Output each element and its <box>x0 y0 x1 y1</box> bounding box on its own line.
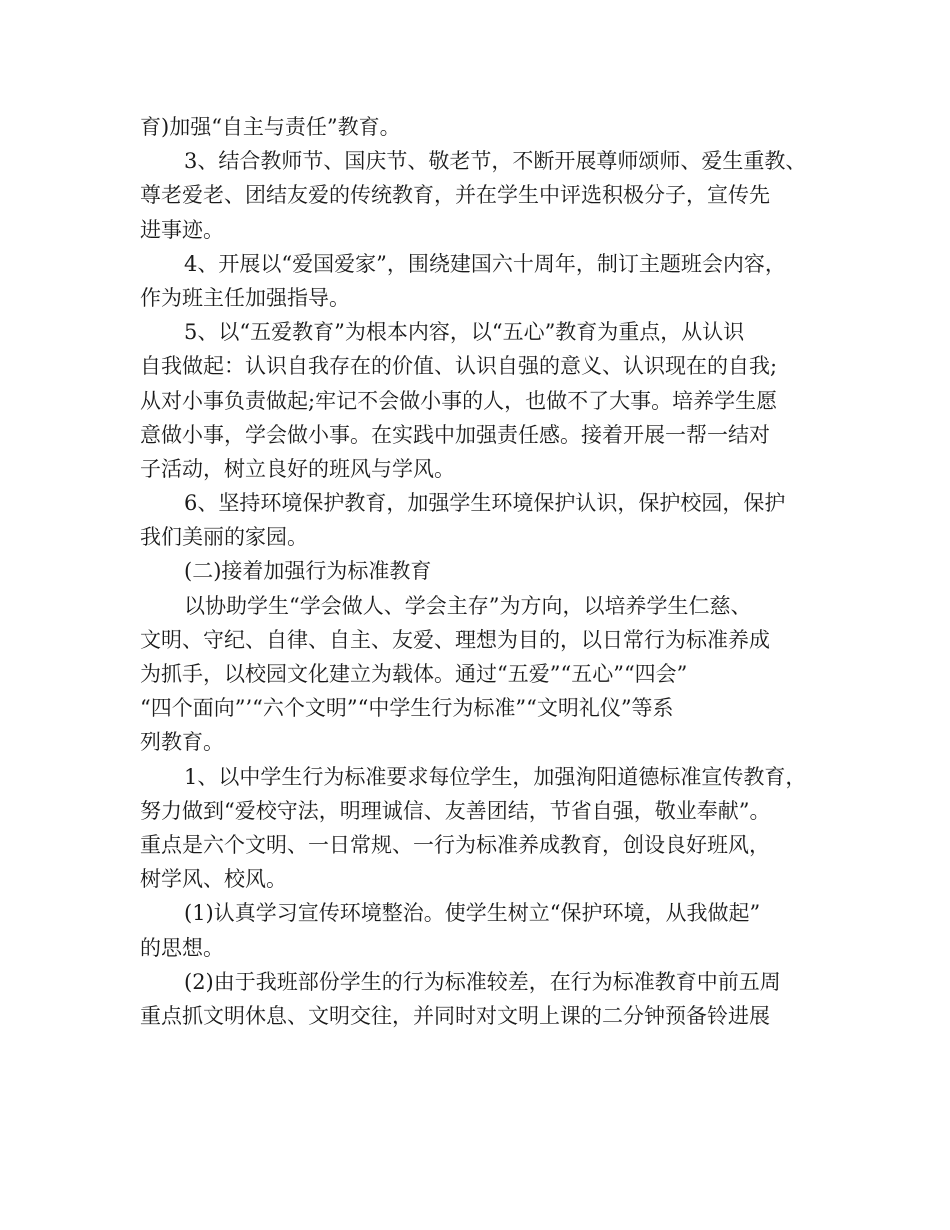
text-line: (2)由于我班部份学生的行为标准较差，在行为标准教育中前五周 <box>184 969 781 994</box>
text-line: 意做小事，学会做小事。在实践中加强责任感。接着开展一帮一结对 <box>140 422 770 447</box>
text-line: (1)认真学习宣传环境整治。使学生树立“保护环境，从我做起” <box>184 901 761 926</box>
text-line: 5、以“五爱教育”为根本内容，以“五心”教育为重点，从认识 <box>184 320 745 345</box>
text-line: 尊老爱老、团结友爱的传统教育，并在学生中评选积极分子，宣传先 <box>140 183 770 208</box>
text-line: 6、坚持环境保护教育，加强学生环境保护认识，保护校园，保护 <box>184 491 786 516</box>
text-line: 为抓手，以校园文化建立为载体。通过“五爱”“五心”“四会” <box>140 662 688 686</box>
text-line: 4、开展以“爱国爱家”，围绕建国六十周年，制订主题班会内容， <box>184 251 786 276</box>
text-line: 子活动，树立良好的班风与学风。 <box>140 456 455 481</box>
text-line: 育)加强“自主与责任”教育。 <box>140 115 401 139</box>
text-line: 1、以中学生行为标准要求每位学生，加强洵阳道德标准宣传教育， <box>184 764 807 789</box>
text-line: 重点是六个文明、一日常规、一行为标准养成教育，创设良好班风， <box>140 832 770 857</box>
text-line: 我们美丽的家园。 <box>140 525 308 550</box>
text-line: “四个面向”’“六个文明”“中学生行为标准”“文明礼仪”等系 <box>140 696 674 721</box>
text-line: 进事迹。 <box>140 217 224 242</box>
text-line: 列教育。 <box>140 730 224 755</box>
text-line: 文明、守纪、自律、自主、友爱、理想为目的，以日常行为标准养成 <box>140 627 770 652</box>
text-line: 作为班主任加强指导。 <box>140 285 350 310</box>
text-line: 重点抓文明休息、文明交往，并同时对文明上课的二分钟预备铃进展 <box>140 1003 770 1028</box>
text-line: 从对小事负责做起;牢记不会做小事的人，也做不了大事。培养学生愿 <box>140 388 778 413</box>
text-line: 以协助学生“学会做人、学会主存”为方向，以培养学生仁慈、 <box>184 593 752 618</box>
text-line: (二)接着加强行为标准教育 <box>184 559 432 584</box>
text-line: 努力做到“爱校守法，明理诚信、友善团结，节省自强，敬业奉献”。 <box>140 798 771 823</box>
document-body <box>140 110 830 1033</box>
text-line: 的思想。 <box>140 935 224 960</box>
text-line: 自我做起：认识自我存在的价值、认识自强的意义、认识现在的自我; <box>140 354 778 379</box>
text-line: 3、结合教师节、国庆节、敬老节，不断开展尊师颂师、爱生重教、 <box>184 149 807 174</box>
text-line: 树学风、校风。 <box>140 867 287 892</box>
